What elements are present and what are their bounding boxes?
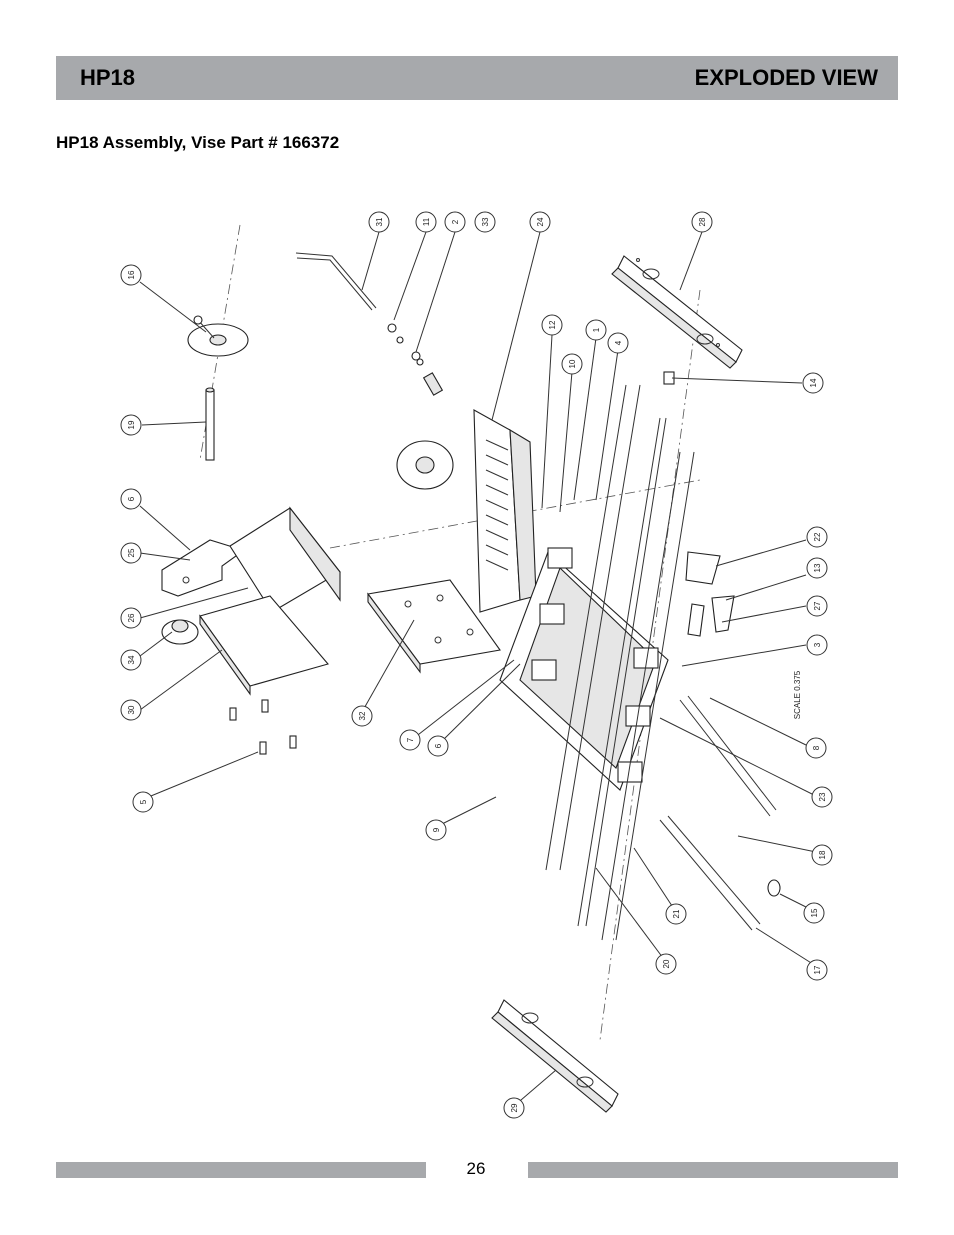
svg-text:1: 1 [592, 327, 601, 333]
callout-20 [656, 954, 676, 974]
footer-bar-right [528, 1162, 898, 1178]
svg-text:6: 6 [434, 743, 443, 749]
callout-18 [812, 845, 832, 865]
callout-1 [586, 320, 606, 340]
callout-19 [121, 415, 141, 435]
section-title: EXPLODED VIEW [694, 65, 878, 90]
callout-11 [416, 212, 436, 232]
callout-6b [428, 736, 448, 756]
callout-14 [803, 373, 823, 393]
svg-text:31: 31 [375, 217, 384, 227]
svg-text:32: 32 [358, 711, 367, 721]
svg-text:34: 34 [127, 655, 136, 665]
callout-21 [666, 904, 686, 924]
callout-30 [121, 700, 141, 720]
side-small-parts [664, 372, 780, 896]
svg-text:9: 9 [432, 827, 441, 833]
callout-28 [692, 212, 712, 232]
svg-text:22: 22 [813, 532, 822, 542]
svg-text:2: 2 [451, 219, 460, 225]
callout-25 [121, 543, 141, 563]
svg-text:14: 14 [809, 378, 818, 388]
part-19-pin [206, 388, 214, 460]
callout-17 [807, 960, 827, 980]
callout-4 [608, 333, 628, 353]
callout-26 [121, 608, 141, 628]
callout-5 [133, 792, 153, 812]
callout-2 [445, 212, 465, 232]
callout-10 [562, 354, 582, 374]
callout-7 [400, 730, 420, 750]
callout-6a [121, 489, 141, 509]
svg-text:23: 23 [818, 792, 827, 802]
callout-32 [352, 706, 372, 726]
assembly-subtitle: HP18 Assembly, Vise Part # 166372 [56, 133, 340, 152]
part-26-bracket [230, 508, 340, 612]
part-5-bolts [230, 700, 296, 754]
svg-text:4: 4 [614, 340, 623, 346]
svg-text:3: 3 [813, 642, 822, 648]
callout-9 [426, 820, 446, 840]
callout-12 [542, 315, 562, 335]
scale-note: SCALE 0.375 [793, 670, 802, 720]
callout-13 [807, 558, 827, 578]
part-16-handwheel [188, 316, 248, 356]
footer-bar-left [56, 1162, 426, 1178]
svg-text:19: 19 [127, 420, 136, 430]
callout-3 [807, 635, 827, 655]
svg-text:25: 25 [127, 548, 136, 558]
svg-text:17: 17 [813, 965, 822, 975]
svg-text:7: 7 [406, 737, 415, 743]
svg-text:13: 13 [813, 563, 822, 573]
svg-text:15: 15 [810, 908, 819, 918]
small-fasteners-top [388, 324, 442, 395]
svg-text:30: 30 [127, 705, 136, 715]
part-28-bar [612, 256, 742, 368]
svg-text:12: 12 [548, 320, 557, 330]
callout-23 [812, 787, 832, 807]
svg-text:27: 27 [813, 601, 822, 611]
svg-text:10: 10 [568, 359, 577, 369]
svg-text:6: 6 [127, 496, 136, 502]
model-title: HP18 [80, 65, 136, 90]
callout-16 [121, 265, 141, 285]
page-number: 26 [466, 1159, 486, 1178]
part-30-plate [200, 596, 328, 694]
callout-34 [121, 650, 141, 670]
callout-33 [475, 212, 495, 232]
svg-text:28: 28 [698, 217, 707, 227]
svg-text:5: 5 [139, 799, 148, 805]
callout-24 [530, 212, 550, 232]
svg-text:16: 16 [127, 270, 136, 280]
svg-text:8: 8 [812, 745, 821, 751]
part-24-jaw [474, 410, 536, 612]
svg-text:21: 21 [672, 909, 681, 919]
callout-15 [804, 903, 824, 923]
callout-31 [369, 212, 389, 232]
svg-text:11: 11 [422, 217, 431, 227]
wheel-center [397, 441, 453, 489]
part-29-bar [492, 1000, 618, 1112]
svg-text:24: 24 [536, 217, 545, 227]
svg-text:26: 26 [127, 613, 136, 623]
callout-27 [807, 596, 827, 616]
part-34-nut [162, 620, 198, 644]
svg-text:29: 29 [510, 1103, 519, 1113]
callout-22 [807, 527, 827, 547]
svg-text:18: 18 [818, 850, 827, 860]
callout-29 [504, 1098, 524, 1118]
part-25-block [162, 540, 236, 596]
svg-text:33: 33 [481, 217, 490, 227]
callout-8 [806, 738, 826, 758]
svg-text:20: 20 [662, 959, 671, 969]
